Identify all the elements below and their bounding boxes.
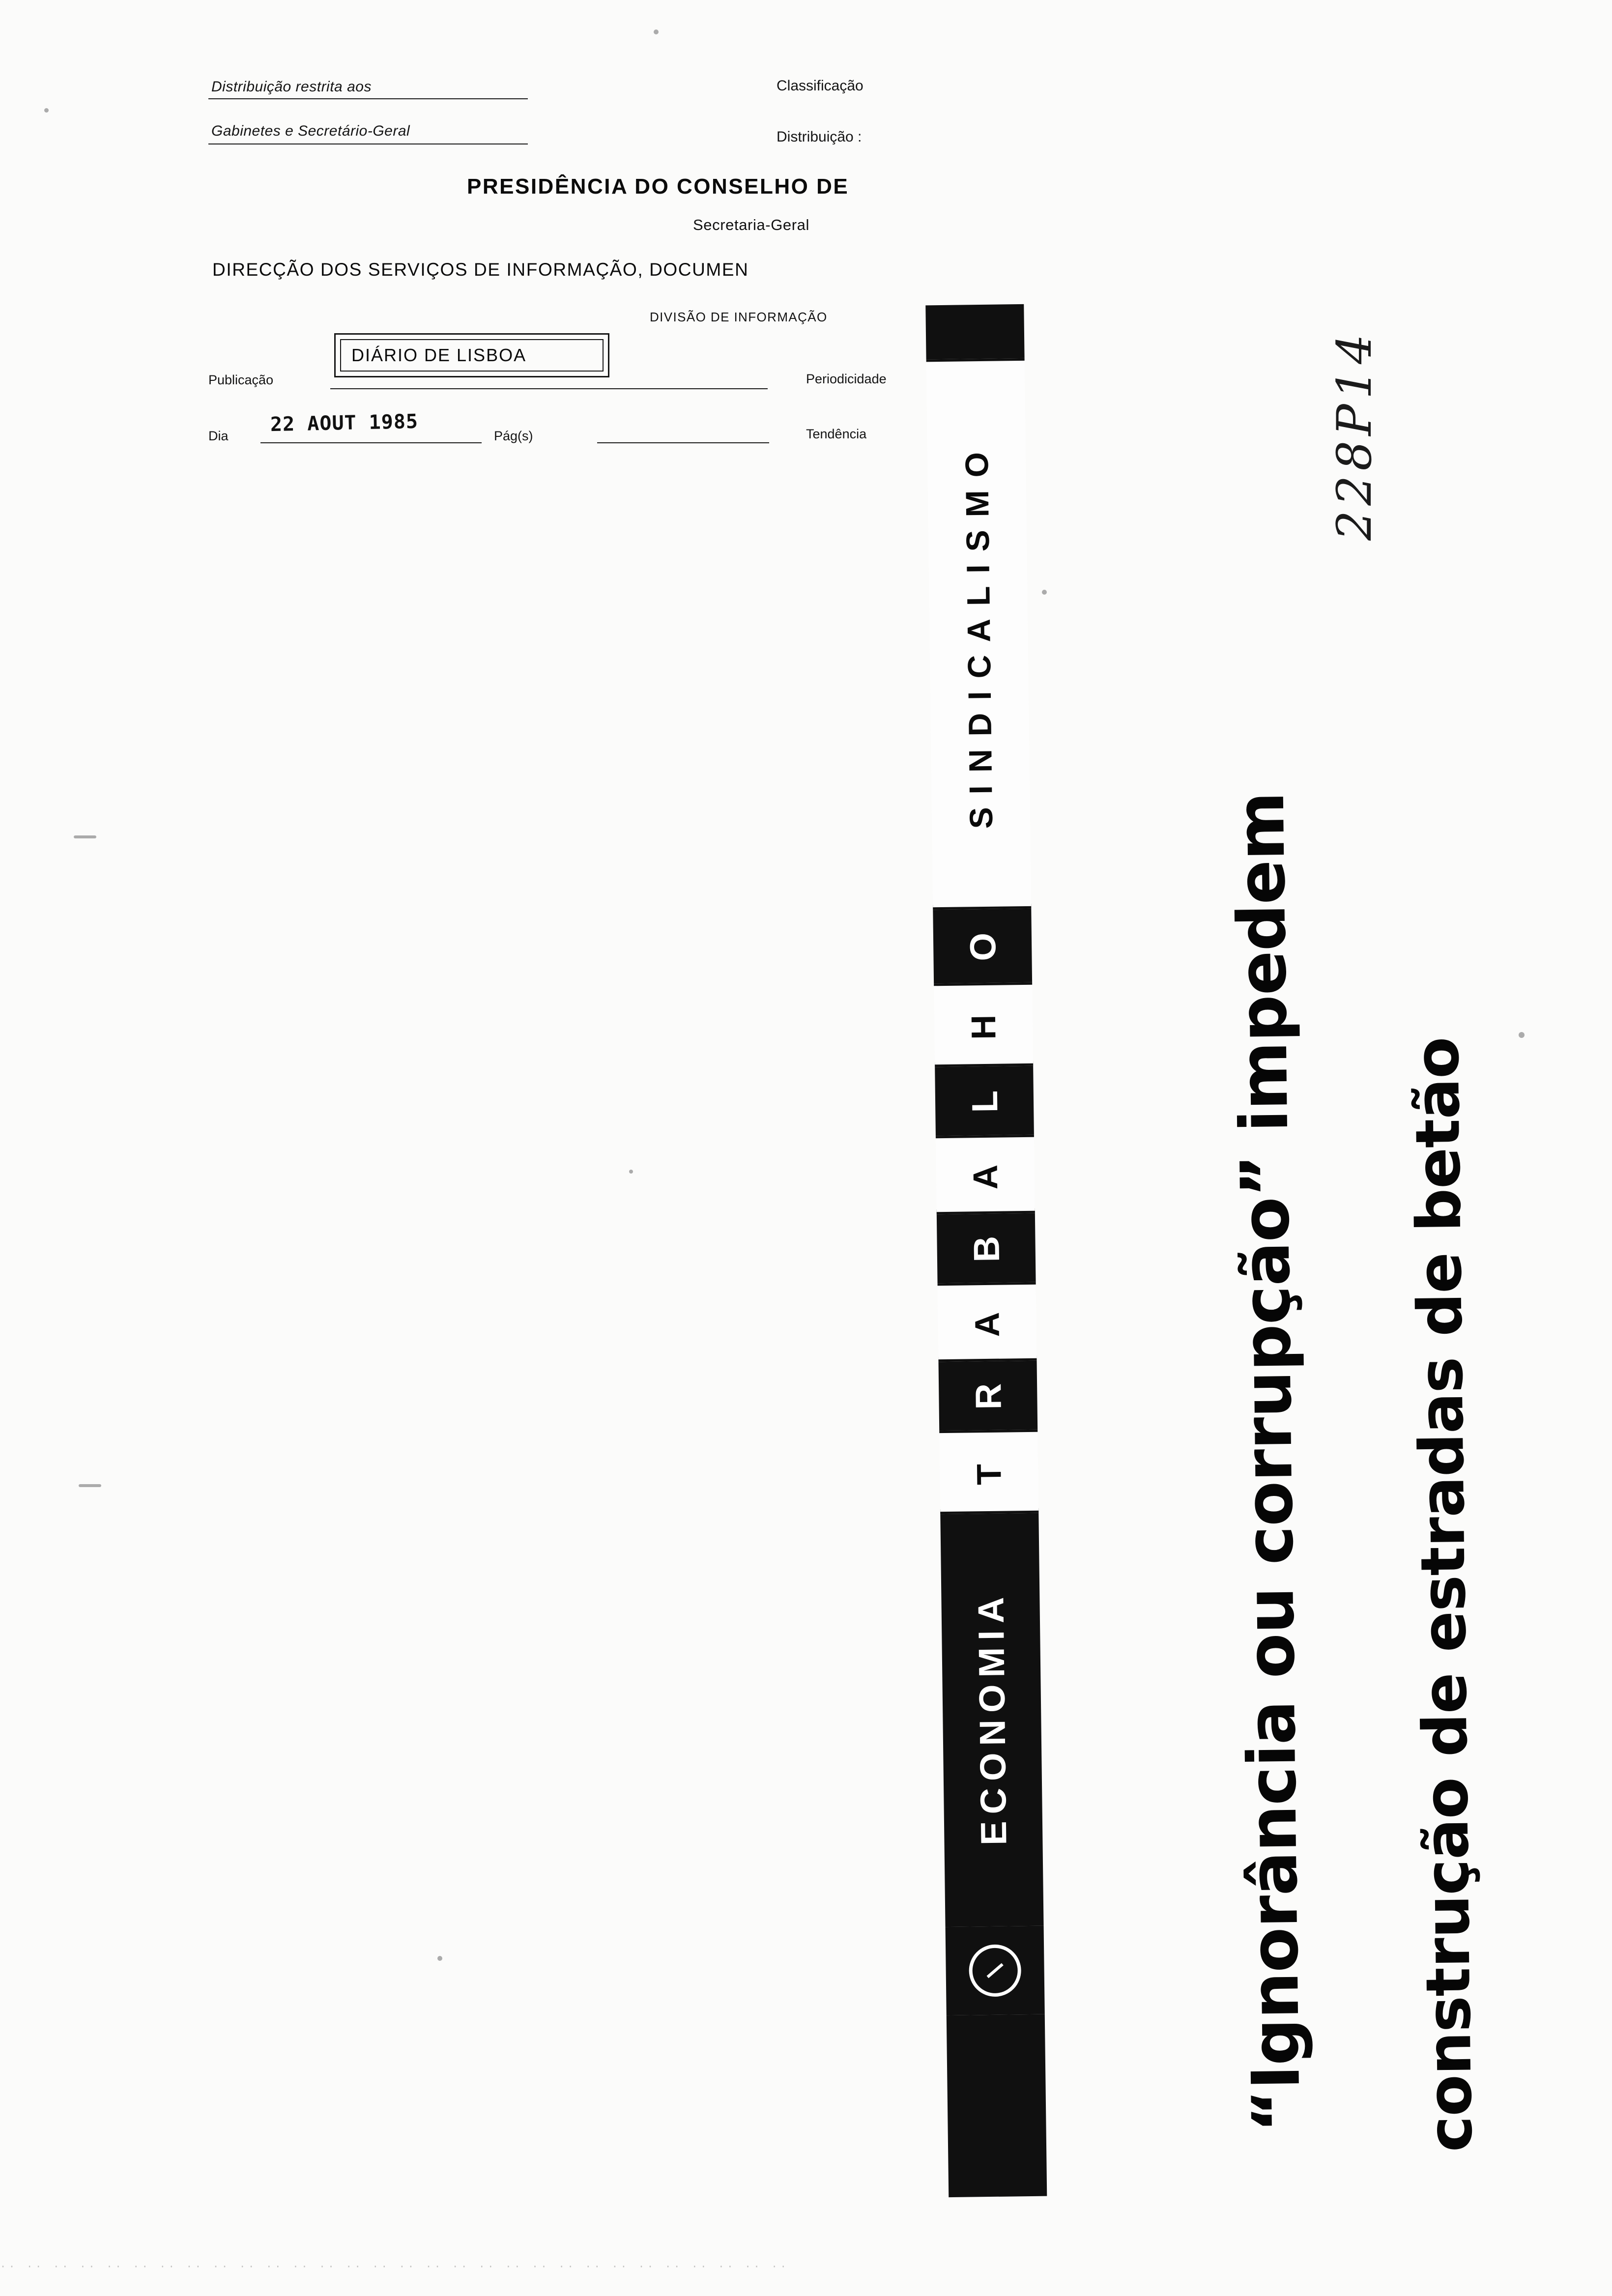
banner-logo (946, 1926, 1045, 2015)
article-headline-line-2: construção de estradas de betão (1402, 1036, 1486, 2152)
banner-word-sindicalismo: SINDICALISMO (926, 358, 1032, 910)
distribution-line-1: Distribuição restrita aos (211, 79, 372, 95)
banner-letter-a2: A (936, 1135, 1035, 1214)
banner-word-economia-label: ECONOMIA (970, 1589, 1014, 1845)
classification-label: Classificação (777, 78, 864, 94)
organization-title: PRESIDÊNCIA DO CONSELHO DE (467, 174, 849, 199)
periodicity-label: Periodicidade (806, 372, 887, 386)
day-field-rule (260, 442, 482, 443)
publication-field-rule (330, 388, 768, 389)
distribution-rule-1 (208, 98, 528, 99)
banner-letter-t: T (939, 1430, 1038, 1514)
banner-top-cap (925, 304, 1024, 359)
banner-letter-r: R (938, 1356, 1037, 1431)
day-value: 22 AOUT 1985 (270, 410, 419, 436)
banner-letter-b: B (937, 1208, 1036, 1283)
banner-letter-l: L (935, 1061, 1034, 1136)
banner-letter-h: H (934, 982, 1033, 1067)
banner-word-economia (940, 1508, 1043, 1927)
scan-speck (44, 108, 49, 113)
scan-speck (437, 1956, 442, 1961)
article-headline-line-1: “Ignorância ou corrupção” impedem (1222, 792, 1315, 2133)
division-title: DIVISÃO DE INFORMAÇÃO (650, 310, 828, 324)
scan-speck (74, 835, 96, 838)
banner-letter-a1: A (938, 1282, 1037, 1362)
pages-field-rule (597, 442, 769, 443)
page-bottom-noise: ·· ·· ·· ·· ·· ·· ·· ·· ·· ·· ·· ·· ·· ·· ·· ·· ·· ·· ·· ·· ·· ·· ·· ·· ·· ·· ·· ·· ·· ·· (0, 2261, 789, 2272)
handwritten-reference: 228P14 (1327, 329, 1382, 541)
publication-label: Publicação (208, 373, 274, 387)
publication-value: DIÁRIO DE LISBOA (351, 345, 527, 365)
scan-speck (1519, 1032, 1525, 1038)
pages-label: Pág(s) (494, 429, 533, 443)
distribution-line-2: Gabinetes e Secretário-Geral (211, 123, 410, 139)
union-logo-icon (969, 1944, 1021, 1997)
scan-speck (654, 29, 659, 34)
organization-subtitle: Secretaria-Geral (693, 216, 810, 233)
banner-letter-o: O (933, 904, 1032, 983)
scan-speck (1042, 590, 1047, 595)
day-label: Dia (208, 429, 229, 443)
scan-speck (629, 1170, 633, 1174)
scan-speck (79, 1484, 101, 1487)
distribution-label: Distribuição : (777, 129, 862, 145)
tendency-label: Tendência (806, 427, 867, 441)
banner-cap (947, 2014, 1047, 2197)
direction-title: DIRECÇÃO DOS SERVIÇOS DE INFORMAÇÃO, DOCUMEN (212, 259, 749, 280)
